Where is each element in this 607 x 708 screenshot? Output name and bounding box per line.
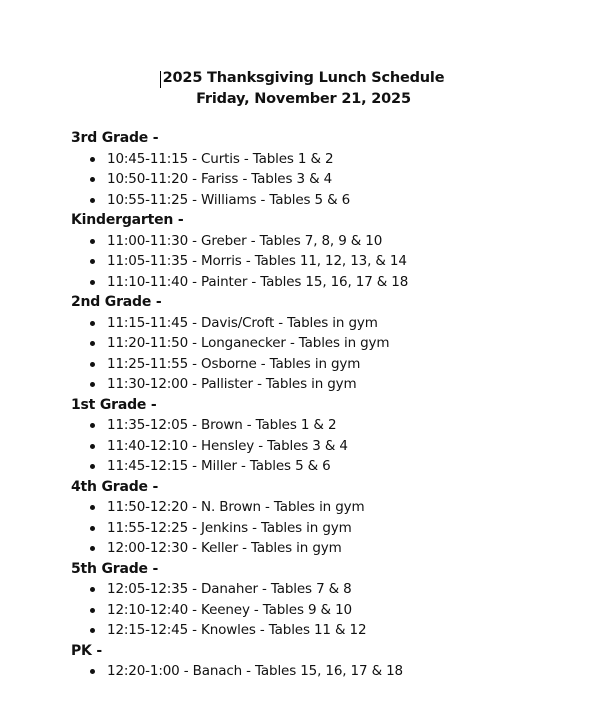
bullet-icon [90, 546, 95, 551]
bullet-icon [90, 526, 95, 531]
list-item[interactable]: 12:15-12:45 - Knowles - Tables 11 & 12 [71, 620, 591, 641]
bullet-icon [90, 382, 95, 387]
list-item[interactable]: 10:45-11:15 - Curtis - Tables 1 & 2 [71, 149, 591, 170]
bullet-icon [90, 198, 95, 203]
section-2nd-grade [71, 292, 591, 395]
document-subtitle[interactable]: Friday, November 21, 2025 [196, 91, 411, 107]
schedule-list [71, 231, 591, 293]
bullet-icon [90, 341, 95, 346]
list-item[interactable]: 11:10-11:40 - Painter - Tables 15, 16, 17 & 18 [71, 272, 591, 293]
section-4th-grade [71, 477, 591, 559]
section-pk [71, 641, 591, 682]
list-item[interactable]: 11:35-12:05 - Brown - Tables 1 & 2 [71, 415, 591, 436]
bullet-icon [90, 239, 95, 244]
bullet-icon [90, 444, 95, 449]
text-cursor [160, 71, 162, 88]
list-item[interactable]: 11:50-12:20 - N. Brown - Tables in gym [71, 497, 591, 518]
list-item[interactable]: 12:20-1:00 - Banach - Tables 15, 16, 17 & 18 [71, 661, 591, 682]
schedule-content [71, 128, 591, 682]
section-1st-grade [71, 395, 591, 477]
section-5th-grade [71, 559, 591, 641]
bullet-icon [90, 628, 95, 633]
list-item[interactable]: 11:25-11:55 - Osborne - Tables in gym [71, 354, 591, 375]
section-heading[interactable]: 1st Grade - [71, 396, 157, 413]
schedule-list [71, 497, 591, 559]
schedule-list [71, 415, 591, 477]
schedule-list [71, 313, 591, 395]
bullet-icon [90, 464, 95, 469]
section-heading[interactable]: Kindergarten - [71, 212, 184, 228]
schedule-list [71, 149, 591, 211]
bullet-icon [90, 321, 95, 326]
list-item[interactable]: 11:30-12:00 - Pallister - Tables in gym [71, 374, 591, 395]
section-heading[interactable]: 5th Grade - [71, 560, 159, 577]
list-item[interactable]: 11:55-12:25 - Jenkins - Tables in gym [71, 518, 591, 539]
bullet-icon [90, 177, 95, 182]
list-item[interactable]: 11:40-12:10 - Hensley - Tables 3 & 4 [71, 436, 591, 457]
list-item[interactable]: 11:45-12:15 - Miller - Tables 5 & 6 [71, 456, 591, 477]
list-item[interactable]: 11:20-11:50 - Longanecker - Tables in gym [71, 333, 591, 354]
bullet-icon [90, 259, 95, 264]
section-heading[interactable]: 3rd Grade - [71, 130, 159, 146]
section-3rd-grade [71, 128, 591, 210]
bullet-icon [90, 362, 95, 367]
list-item[interactable]: 11:05-11:35 - Morris - Tables 11, 12, 13, & 14 [71, 251, 591, 272]
bullet-icon [90, 157, 95, 162]
list-item[interactable]: 12:00-12:30 - Keller - Tables in gym [71, 538, 591, 559]
list-item[interactable]: 11:15-11:45 - Davis/Croft - Tables in gym [71, 313, 591, 334]
bullet-icon [90, 669, 95, 674]
bullet-icon [90, 587, 95, 592]
section-heading[interactable]: 4th Grade - [71, 478, 159, 495]
section-heading[interactable]: PK - [71, 642, 102, 659]
bullet-icon [90, 505, 95, 510]
list-item[interactable]: 10:50-11:20 - Fariss - Tables 3 & 4 [71, 169, 591, 190]
list-item[interactable]: 11:00-11:30 - Greber - Tables 7, 8, 9 & 10 [71, 231, 591, 252]
schedule-list [71, 579, 591, 641]
title-block [0, 68, 607, 110]
document-title[interactable]: 2025 Thanksgiving Lunch Schedule [163, 70, 445, 86]
bullet-icon [90, 280, 95, 285]
schedule-list [71, 661, 591, 682]
section-kindergarten [71, 210, 591, 292]
list-item[interactable]: 12:10-12:40 - Keeney - Tables 9 & 10 [71, 600, 591, 621]
title-line [0, 68, 607, 89]
section-heading[interactable]: 2nd Grade - [71, 294, 162, 310]
bullet-icon [90, 608, 95, 613]
bullet-icon [90, 423, 95, 428]
list-item[interactable]: 12:05-12:35 - Danaher - Tables 7 & 8 [71, 579, 591, 600]
list-item[interactable]: 10:55-11:25 - Williams - Tables 5 & 6 [71, 190, 591, 211]
